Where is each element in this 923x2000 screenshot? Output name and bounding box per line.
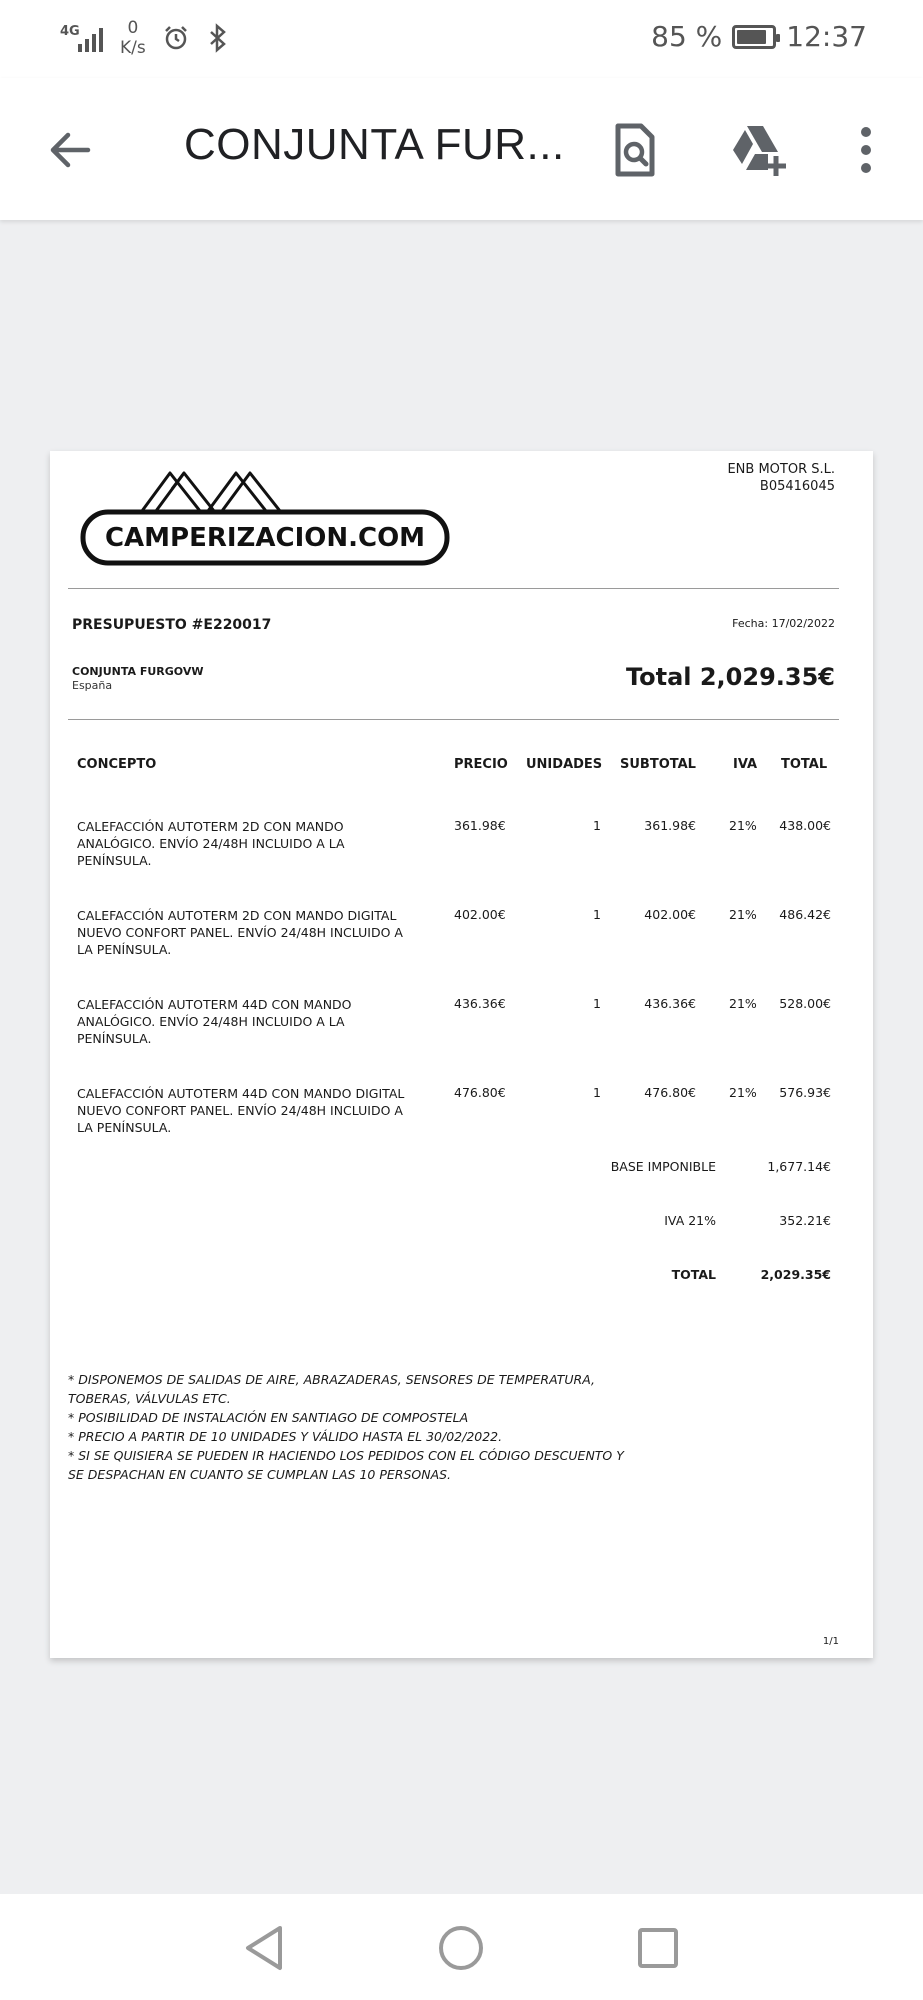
network-speed-value: 0 [127, 18, 139, 38]
company-info [727, 461, 835, 495]
row-units: 1 [593, 818, 601, 833]
document-page [50, 451, 873, 1658]
camperizacion-logo [80, 459, 450, 581]
nav-home-icon [433, 1920, 489, 1976]
company-name: ENB MOTOR S.L. [727, 462, 835, 477]
concept-line: PENÍNSULA. [77, 853, 152, 868]
row-iva: 21% [729, 996, 757, 1011]
status-bar [0, 0, 923, 78]
concept-line: NUEVO CONFORT PANEL. ENVÍO 24/48H INCLUIDO A [77, 1103, 403, 1118]
back-button[interactable] [44, 122, 100, 178]
iva-label: IVA 21% [664, 1213, 716, 1228]
total-header: Total 2,029.35€ [625, 663, 835, 691]
row-subtotal: 436.36€ [644, 996, 696, 1011]
row-total: 438.00€ [779, 818, 831, 833]
note-line: * POSIBILIDAD DE INSTALACIÓN EN SANTIAGO DE COMPOSTELA [68, 1410, 469, 1425]
row-total: 576.93€ [779, 1085, 831, 1100]
bluetooth-icon [206, 23, 230, 53]
logo-text: CAMPERIZACION.COM [104, 523, 426, 553]
concept-line: LA PENÍNSULA. [77, 942, 172, 957]
back-arrow-icon [44, 122, 100, 178]
quote-title: PRESUPUESTO #E220017 [72, 617, 272, 633]
row-total: 486.42€ [779, 907, 831, 922]
client-name: CONJUNTA FURGOVW [72, 665, 204, 678]
concept-line: CALEFACCIÓN AUTOTERM 44D CON MANDO [77, 997, 352, 1012]
company-id: B05416045 [759, 479, 835, 494]
notes [68, 1370, 708, 1484]
divider-bottom [68, 719, 839, 720]
battery-percent: 85 % [651, 20, 723, 53]
nav-recents-button[interactable] [630, 1920, 686, 1976]
col-header-total: TOTAL [781, 757, 828, 772]
note-line: TOBERAS, VÁLVULAS ETC. [68, 1391, 231, 1406]
row-total: 528.00€ [779, 996, 831, 1011]
row-subtotal: 476.80€ [644, 1085, 696, 1100]
col-header-iva: IVA [733, 757, 758, 772]
total-label: TOTAL [671, 1267, 716, 1282]
col-header-precio: PRECIO [454, 757, 508, 772]
concept-line: CALEFACCIÓN AUTOTERM 2D CON MANDO DIGITAL [77, 908, 397, 923]
concept-line: CALEFACCIÓN AUTOTERM 44D CON MANDO DIGITAL [77, 1086, 405, 1101]
battery-fill [737, 30, 766, 44]
find-in-document-button[interactable] [605, 120, 665, 180]
table-row-concept [77, 996, 437, 1047]
row-subtotal: 361.98€ [644, 818, 696, 833]
table-row-concept [77, 1085, 437, 1136]
network-speed [120, 18, 146, 58]
col-header-unidades: UNIDADES [526, 757, 603, 772]
row-price: 436.36€ [454, 996, 506, 1011]
status-right [651, 20, 867, 53]
concept-line: LA PENÍNSULA. [77, 1120, 172, 1135]
document-title: CONJUNTA FUR... [184, 120, 565, 169]
search-document-icon [605, 120, 665, 180]
note-line: * PRECIO A PARTIR DE 10 UNIDADES Y VÁLIDO HASTA EL 30/02/2022. [68, 1429, 503, 1444]
table-row-concept [77, 818, 437, 869]
row-iva: 21% [729, 1085, 757, 1100]
note-line: * SI SE QUISIERA SE PUEDEN IR HACIENDO LOS PEDIDOS CON EL CÓDIGO DESCUENTO Y [68, 1448, 624, 1463]
more-options-button[interactable] [836, 120, 896, 180]
base-imponible-value: 1,677.14€ [767, 1159, 831, 1174]
nav-back-button[interactable] [236, 1920, 292, 1976]
table-row-concept [77, 907, 437, 958]
signal-icon [58, 20, 104, 56]
client-country: España [72, 679, 113, 692]
row-units: 1 [593, 1085, 601, 1100]
concept-line: PENÍNSULA. [77, 1031, 152, 1046]
concept-line: ANALÓGICO. ENVÍO 24/48H INCLUIDO A LA [77, 836, 345, 851]
row-price: 361.98€ [454, 818, 506, 833]
row-price: 402.00€ [454, 907, 506, 922]
nav-home-button[interactable] [433, 1920, 489, 1976]
row-units: 1 [593, 907, 601, 922]
page-number: 1/1 [822, 1636, 839, 1647]
clock: 12:37 [786, 20, 867, 53]
row-iva: 21% [729, 818, 757, 833]
col-header-concepto: CONCEPTO [77, 757, 157, 772]
nav-back-icon [236, 1920, 292, 1976]
concept-line: ANALÓGICO. ENVÍO 24/48H INCLUIDO A LA [77, 1014, 345, 1029]
row-price: 476.80€ [454, 1085, 506, 1100]
nav-recents-icon [630, 1920, 686, 1976]
col-header-subtotal: SUBTOTAL [620, 757, 696, 772]
iva-value: 352.21€ [779, 1213, 831, 1228]
app-bar [0, 78, 923, 220]
divider-top [68, 588, 839, 589]
row-subtotal: 402.00€ [644, 907, 696, 922]
network-type: 4G [60, 24, 80, 39]
add-to-drive-button[interactable] [728, 120, 788, 180]
concept-line: CALEFACCIÓN AUTOTERM 2D CON MANDO [77, 819, 344, 834]
note-line: * DISPONEMOS DE SALIDAS DE AIRE, ABRAZADERAS, SENSORES DE TEMPERATURA, [68, 1372, 595, 1387]
network-speed-unit: K/s [120, 38, 146, 58]
alarm-icon [162, 24, 190, 52]
concept-line: NUEVO CONFORT PANEL. ENVÍO 24/48H INCLUIDO A [77, 925, 403, 940]
base-imponible-label: BASE IMPONIBLE [610, 1159, 716, 1174]
row-iva: 21% [729, 907, 757, 922]
navigation-bar [0, 1894, 923, 2000]
battery-icon [732, 25, 776, 49]
note-line: SE DESPACHAN EN CUANTO SE CUMPLAN LAS 10 PERSONAS. [68, 1467, 452, 1482]
more-vert-icon [836, 120, 896, 180]
total-value: 2,029.35€ [760, 1267, 831, 1282]
quote-date: Fecha: 17/02/2022 [732, 617, 835, 630]
drive-add-icon [728, 120, 788, 180]
status-left [58, 18, 230, 58]
row-units: 1 [593, 996, 601, 1011]
